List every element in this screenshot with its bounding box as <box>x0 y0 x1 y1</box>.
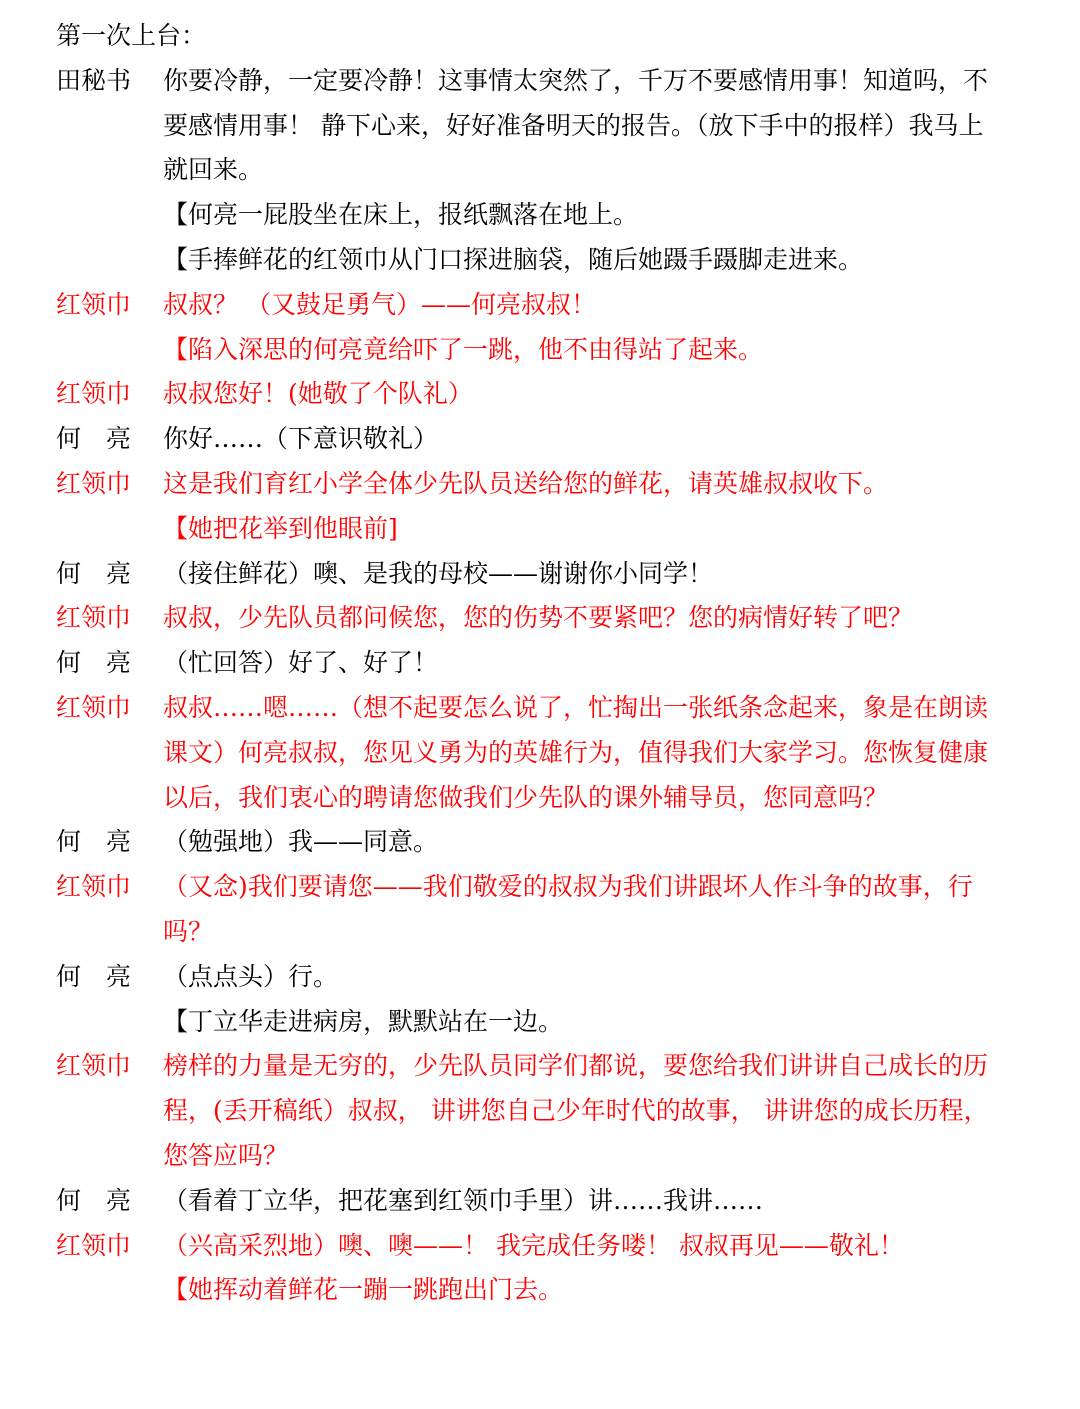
dialogue-text: 你好……（下意识敬礼） <box>163 424 439 454</box>
speaker-name: 何 亮 <box>56 424 132 454</box>
scene-heading: 第一次上台： <box>56 21 207 50</box>
speaker-name: 何 亮 <box>56 558 132 588</box>
speaker-name: 何 亮 <box>56 648 132 678</box>
dialogue-line <box>0 1179 1080 1224</box>
dialogue-text: 叔叔您好！(她敬了个队礼） <box>163 379 473 409</box>
dialogue-line <box>0 462 1080 507</box>
dialogue-line <box>0 596 1080 641</box>
stage-direction <box>0 328 1080 373</box>
dialogue-text: （勉强地）我——同意。 <box>163 827 439 857</box>
dialogue-line <box>0 820 1080 865</box>
speaker-name: 红领巾 <box>56 1051 132 1081</box>
dialogue-text: （忙回答）好了、好了！ <box>163 648 439 678</box>
dialogue-line <box>0 372 1080 417</box>
speaker-name: 红领巾 <box>56 468 132 498</box>
stage-direction <box>0 1268 1080 1313</box>
dialogue-text: 叔叔？ （又鼓足勇气）——何亮叔叔！ <box>163 289 596 319</box>
speaker-name: 红领巾 <box>56 603 132 633</box>
speaker-name: 何 亮 <box>56 961 132 991</box>
stage-direction <box>0 193 1080 238</box>
speaker-name: 何 亮 <box>56 1185 132 1215</box>
dialogue-text: 榜样的力量是无穷的，少先队员同学们都说，要您给我们讲讲自己成长的历程，(丢开稿纸）叔叔， 讲讲您自己少年时代的故事， 讲讲您的成长历程，您答应吗？ <box>163 1051 989 1170</box>
dialogue-text: （看着丁立华，把花塞到红领巾手里）讲……我讲…… <box>163 1185 764 1215</box>
stage-direction <box>0 238 1080 283</box>
dialogue-line <box>0 283 1080 328</box>
speaker-name: 何 亮 <box>56 827 132 857</box>
stage-direction-text: 【她挥动着鲜花一蹦一跳跑出门去。 <box>163 1275 564 1305</box>
dialogue-text: 这是我们育红小学全体少先队员送给您的鲜花，请英雄叔叔收下。 <box>163 468 889 498</box>
stage-direction <box>0 507 1080 552</box>
speaker-name: 红领巾 <box>56 692 132 722</box>
stage-direction-text: 【手捧鲜花的红领巾从门口探进脑袋，随后她蹑手蹑脚走进来。 <box>163 244 864 274</box>
dialogue-line <box>0 955 1080 1000</box>
stage-direction-text: 【何亮一屁股坐在床上，报纸飘落在地上。 <box>163 200 639 230</box>
dialogue-text: 你要冷静，一定要冷静！这事情太突然了，千万不要感情用事！知道吗，不要感情用事！ 静下心来，好好准备明天的报告。（放下手中的报样）我马上就回来。 <box>163 65 989 185</box>
dialogue-text: （兴高采烈地）噢、噢——！ 我完成任务喽！ 叔叔再见——敬礼！ <box>163 1230 904 1260</box>
dialogue-text: （点点头）行。 <box>163 961 339 991</box>
dialogue-line <box>0 865 1080 955</box>
dialogue-line <box>0 1044 1080 1178</box>
speaker-name: 红领巾 <box>56 289 132 319</box>
speaker-name: 红领巾 <box>56 379 132 409</box>
speaker-name: 红领巾 <box>56 872 132 902</box>
dialogue-line <box>0 1224 1080 1269</box>
dialogue-line <box>0 552 1080 597</box>
stage-direction-text: 【她把花举到他眼前] <box>163 513 398 543</box>
script-body <box>0 59 1080 1313</box>
speaker-name: 田秘书 <box>56 65 132 95</box>
stage-direction <box>0 1000 1080 1045</box>
dialogue-text: 叔叔……嗯……（想不起要怎么说了，忙掏出一张纸条念起来，象是在朗读课文）何亮叔叔，您见义勇为的英雄行为，值得我们大家学习。您恢复健康以后，我们衷心的聘请您做我们少先队的课外辅导员，您同意吗？ <box>163 692 989 812</box>
dialogue-text: （接住鲜花）噢、是我的母校——谢谢你小同学！ <box>163 558 714 588</box>
dialogue-line <box>0 641 1080 686</box>
dialogue-text: （又念)我们要请您——我们敬爱的叔叔为我们讲跟坏人作斗争的故事，行吗？ <box>163 872 973 946</box>
stage-direction-text: 【陷入深思的何亮竟给吓了一跳，他不由得站了起来。 <box>163 334 764 364</box>
stage-direction-text: 【丁立华走进病房，默默站在一边。 <box>163 1006 564 1036</box>
dialogue-line <box>0 417 1080 462</box>
dialogue-line <box>0 686 1080 820</box>
speaker-name: 红领巾 <box>56 1230 132 1260</box>
dialogue-text: 叔叔，少先队员都问候您，您的伤势不要紧吧？您的病情好转了吧？ <box>163 603 914 633</box>
dialogue-line <box>0 59 1080 193</box>
